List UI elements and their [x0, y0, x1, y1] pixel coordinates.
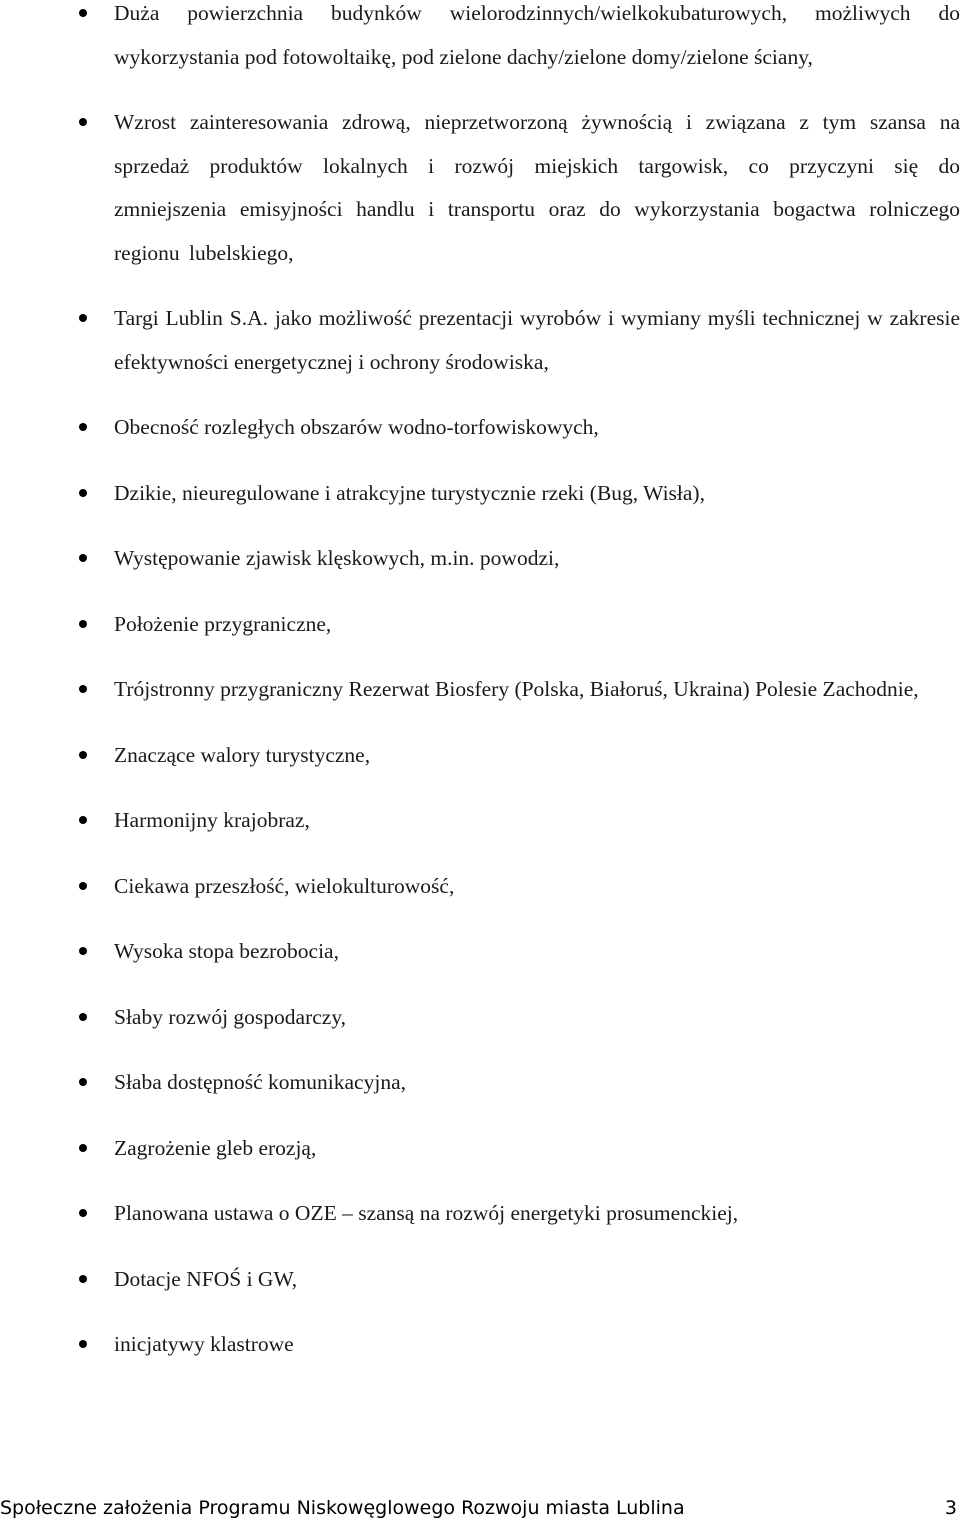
bullet-icon	[79, 118, 87, 126]
list-item	[0, 0, 960, 79]
list-item	[0, 1323, 960, 1367]
bullet-icon	[79, 1340, 87, 1348]
list-item-text: Planowana ustawa o OZE – szansą na rozwój energetyki prosumenckiej,	[114, 1201, 739, 1225]
list-item-text: Zagrożenie gleb erozją,	[114, 1135, 317, 1160]
bullet-icon	[79, 947, 87, 955]
list-item	[0, 537, 960, 581]
list-item-text: Trójstronny przygraniczny Rezerwat Biosfery (Polska, Białoruś, Ukraina) Polesie Zachodnie,	[114, 677, 919, 701]
bullet-icon	[79, 620, 87, 628]
list-item	[0, 865, 960, 909]
list-item	[0, 668, 960, 712]
bullet-icon	[79, 9, 87, 17]
list-item-text: Duża powierzchnia budynków wielorodzinnych/wielkokubaturowych, możliwych do wykorzystania pod fotowoltaikę, pod zielone dachy/zielone domy/zielone ściany,	[114, 1, 960, 69]
list-item-text: Ciekawa przeszłość, wielokulturowość,	[114, 873, 455, 898]
bullet-icon	[79, 1013, 87, 1021]
list-item-text: Słaby rozwój gospodarczy,	[114, 1004, 347, 1029]
list-item-text: Występowanie zjawisk klęskowych, m.in. powodzi,	[114, 546, 560, 570]
bullet-icon	[79, 1209, 87, 1217]
list-item	[0, 930, 960, 974]
list-item	[0, 603, 960, 647]
list-item	[0, 1258, 960, 1302]
list-item-text: Wysoka stopa bezrobocia,	[114, 939, 339, 963]
list-item	[0, 996, 960, 1040]
list-item-text: Znaczące walory turystyczne,	[114, 742, 371, 767]
list-item	[0, 734, 960, 778]
list-item	[0, 406, 960, 450]
list-item	[0, 1127, 960, 1171]
list-item-text: Dotacje NFOŚ i GW,	[114, 1266, 298, 1291]
page-number: 3	[944, 1497, 957, 1519]
list-item-text: inicjatywy klastrowe	[114, 1332, 294, 1356]
bullet-icon	[79, 314, 87, 322]
bullet-icon	[79, 816, 87, 824]
list-item	[0, 101, 960, 275]
list-item	[0, 1192, 960, 1236]
list-item-text: Dzikie, nieuregulowane i atrakcyjne turystycznie rzeki (Bug, Wisła),	[114, 480, 705, 505]
bullet-icon	[79, 685, 87, 693]
list-item	[0, 297, 960, 384]
bullet-icon	[79, 554, 87, 562]
list-item-text: Położenie przygraniczne,	[114, 611, 332, 636]
list-item-text: Targi Lublin S.A. jako możliwość prezentacji wyrobów i wymiany myśli technicznej w zakresie efektywności energetycznej i ochrony środowiska,	[114, 306, 960, 374]
list-item-text: Słaba dostępność komunikacyjna,	[114, 1070, 406, 1094]
list-item	[0, 799, 960, 843]
bullet-icon	[79, 751, 87, 759]
list-item-text: Wzrost zainteresowania zdrową, nieprzetworzoną żywnością i związana z tym szansa na sprzedaż produktów lokalnych i rozwój miejskich targowisk, co przyczyni się do zmniejszenia emisyjności handlu i transportu oraz do wykorzystania bogactwa rolniczego regionu lubelskiego,	[114, 110, 960, 265]
bullet-icon	[79, 1275, 87, 1283]
list-item	[0, 1061, 960, 1105]
list-item-text: Obecność rozległych obszarów wodno-torfowiskowych,	[114, 415, 599, 439]
footer-title: Społeczne założenia Programu Niskowęglowego Rozwoju miasta Lublina	[0, 1497, 685, 1519]
bullet-icon	[79, 882, 87, 890]
bullet-icon	[79, 1144, 87, 1152]
list-item-text: Harmonijny krajobraz,	[114, 808, 310, 832]
list-item	[0, 472, 960, 516]
bullet-icon	[79, 489, 87, 497]
page-footer	[0, 1497, 960, 1529]
bullet-icon	[79, 423, 87, 431]
bullet-icon	[79, 1078, 87, 1086]
